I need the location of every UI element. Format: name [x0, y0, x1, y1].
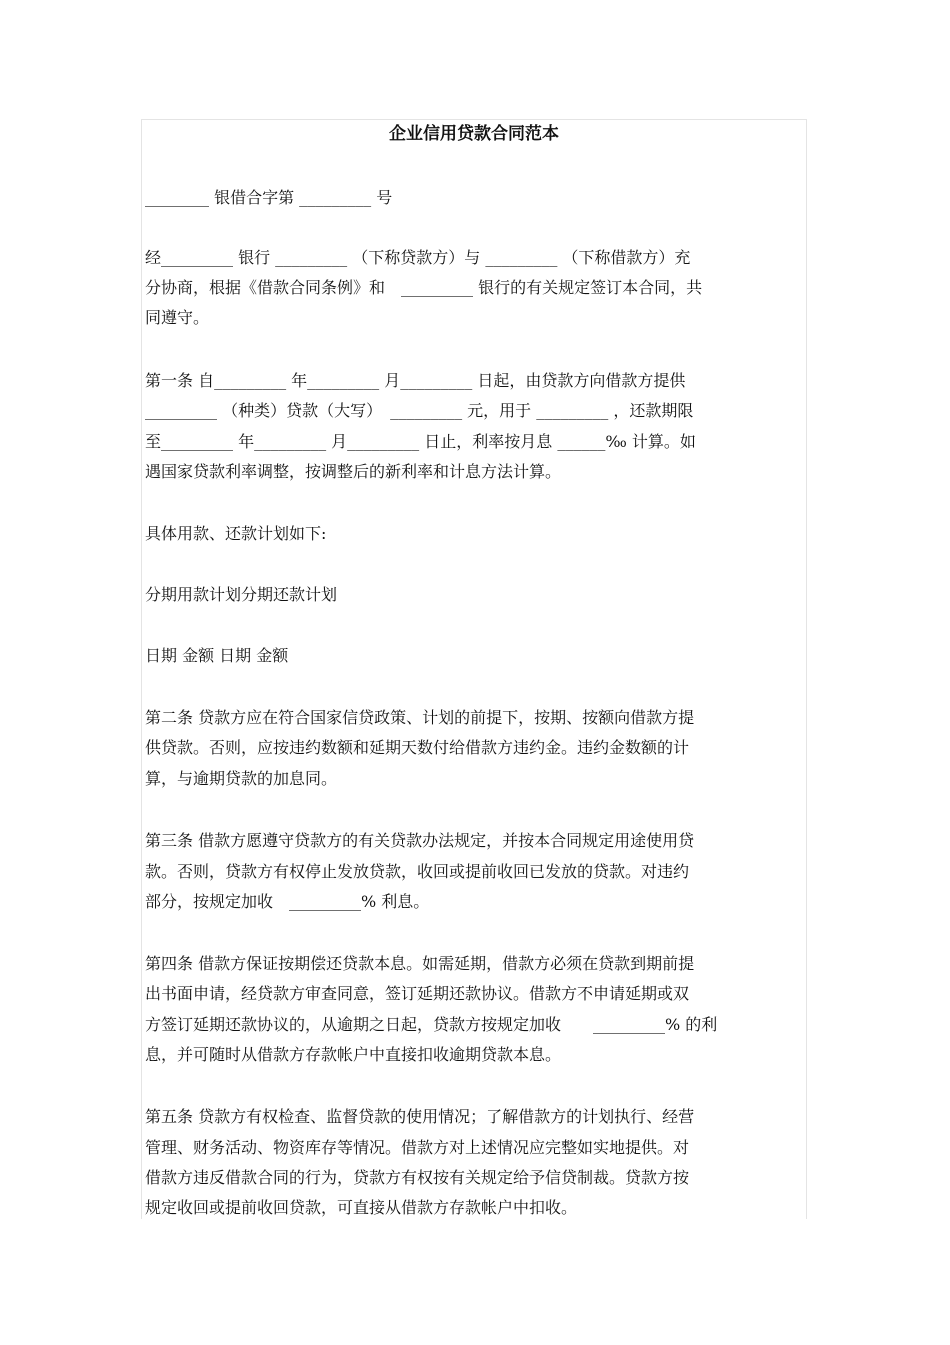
text-line: 分协商，根据《借款合同条例》和 _________ 银行的有关规定签订本合同，共	[145, 278, 703, 297]
text-line: 出书面申请，经贷款方审查同意，签订延期还款协议。借款方不申请延期或双	[145, 984, 690, 1003]
text-line: 规定收回或提前收回贷款，可直接从借款方存款帐户中扣收。	[145, 1198, 578, 1217]
text-line: 经_________ 银行 _________ （下称贷款方）与 _________ （下称借款方）充	[145, 248, 691, 267]
text-line: 第三条 借款方愿遵守贷款方的有关贷款办法规定，并按本合同规定用途使用贷	[145, 831, 695, 850]
text-line: ________ 银借合字第 _________ 号	[145, 188, 393, 207]
text-line: 方签订延期还款协议的，从逾期之日起，贷款方按规定加收 _________% 的利	[145, 1015, 718, 1034]
text-line: 同遵守。	[145, 308, 210, 327]
text-line: 供贷款。否则，应按违约数额和延期天数付给借款方违约金。违约金数额的计	[145, 738, 690, 757]
text-line: 第四条 借款方保证按期偿还贷款本息。如需延期，借款方必须在贷款到期前提	[145, 954, 695, 973]
text-line: 分期用款计划分期还款计划	[145, 585, 338, 604]
text-line: _________ （种类）贷款（大写） _________ 元，用于 _________ ，还款期限	[145, 401, 694, 420]
text-line: 管理、财务活动、物资库存等情况。借款方对上述情况应完整如实地提供。对	[145, 1138, 690, 1157]
text-line: 算，与逾期贷款的加息同。	[145, 769, 338, 788]
text-line: 借款方违反借款合同的行为，贷款方有权按有关规定给予信贷制裁。贷款方按	[145, 1168, 690, 1187]
text-line: 至_________ 年_________ 月_________ 日止，利率按月息 ______‰ 计算。如	[145, 432, 696, 451]
text-line: 遇国家贷款利率调整，按调整后的新利率和计息方法计算。	[145, 462, 562, 481]
document-title: 企业信用贷款合同范本	[389, 124, 559, 144]
text-line: 第二条 贷款方应在符合国家信贷政策、计划的前提下，按期、按额向借款方提	[145, 708, 695, 727]
text-line: 款。否则，贷款方有权停止发放贷款，收回或提前收回已发放的贷款。对违约	[145, 862, 690, 881]
text-line: 具体用款、还款计划如下:	[145, 524, 327, 543]
text-line: 第五条 贷款方有权检查、监督贷款的使用情况；了解借款方的计划执行、经营	[145, 1107, 695, 1126]
text-line: 第一条 自_________ 年_________ 月_________ 日起，由贷款方向借款方提供	[145, 371, 686, 390]
text-line: 息，并可随时从借款方存款帐户中直接扣收逾期贷款本息。	[145, 1045, 562, 1064]
text-line: 日期 金额 日期 金额	[145, 646, 289, 665]
text-line: 部分，按规定加收 _________% 利息。	[145, 892, 430, 911]
